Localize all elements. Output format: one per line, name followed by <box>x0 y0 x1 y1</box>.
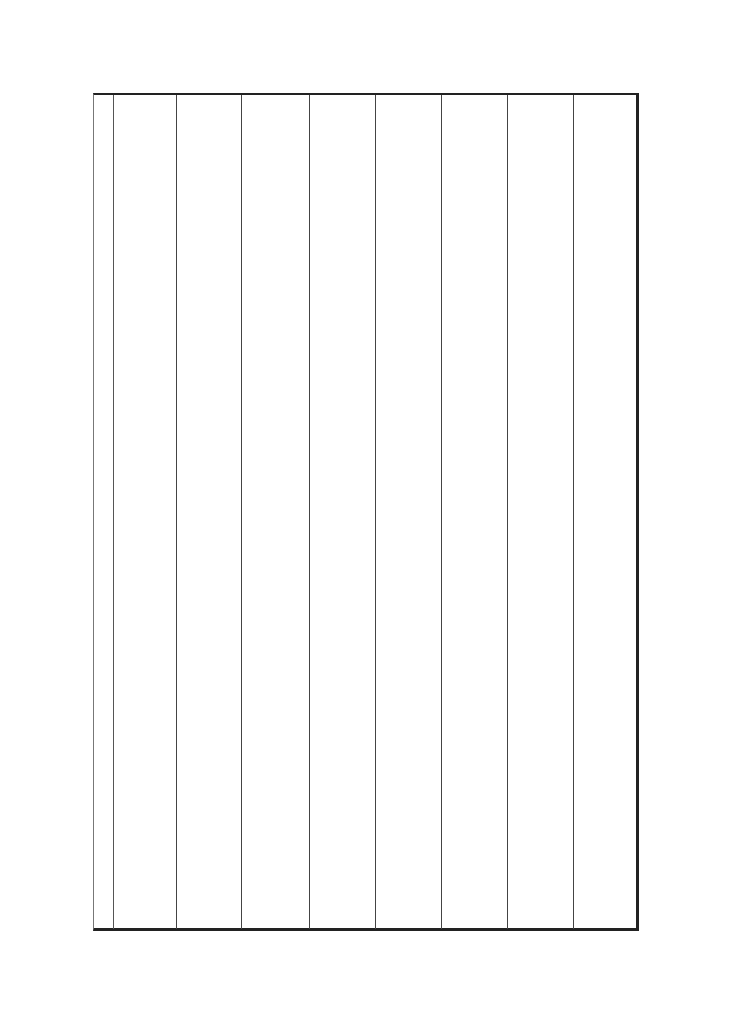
column-text <box>114 109 176 921</box>
text-column-2 <box>508 95 574 929</box>
column-text <box>508 109 573 921</box>
text-column-7 <box>177 95 242 929</box>
column-text <box>310 109 375 921</box>
page-number <box>93 720 114 810</box>
text-column-1 <box>574 95 639 929</box>
text-column-5 <box>310 95 376 929</box>
banner-title <box>93 115 114 595</box>
column-text <box>376 109 441 921</box>
column-text <box>574 109 639 921</box>
column-text <box>242 109 309 921</box>
text-column-3 <box>442 95 508 929</box>
column-text <box>442 109 507 921</box>
text-column-8 <box>114 95 177 929</box>
text-column-6 <box>242 95 310 929</box>
text-column-4 <box>376 95 442 929</box>
column-text <box>177 109 241 921</box>
